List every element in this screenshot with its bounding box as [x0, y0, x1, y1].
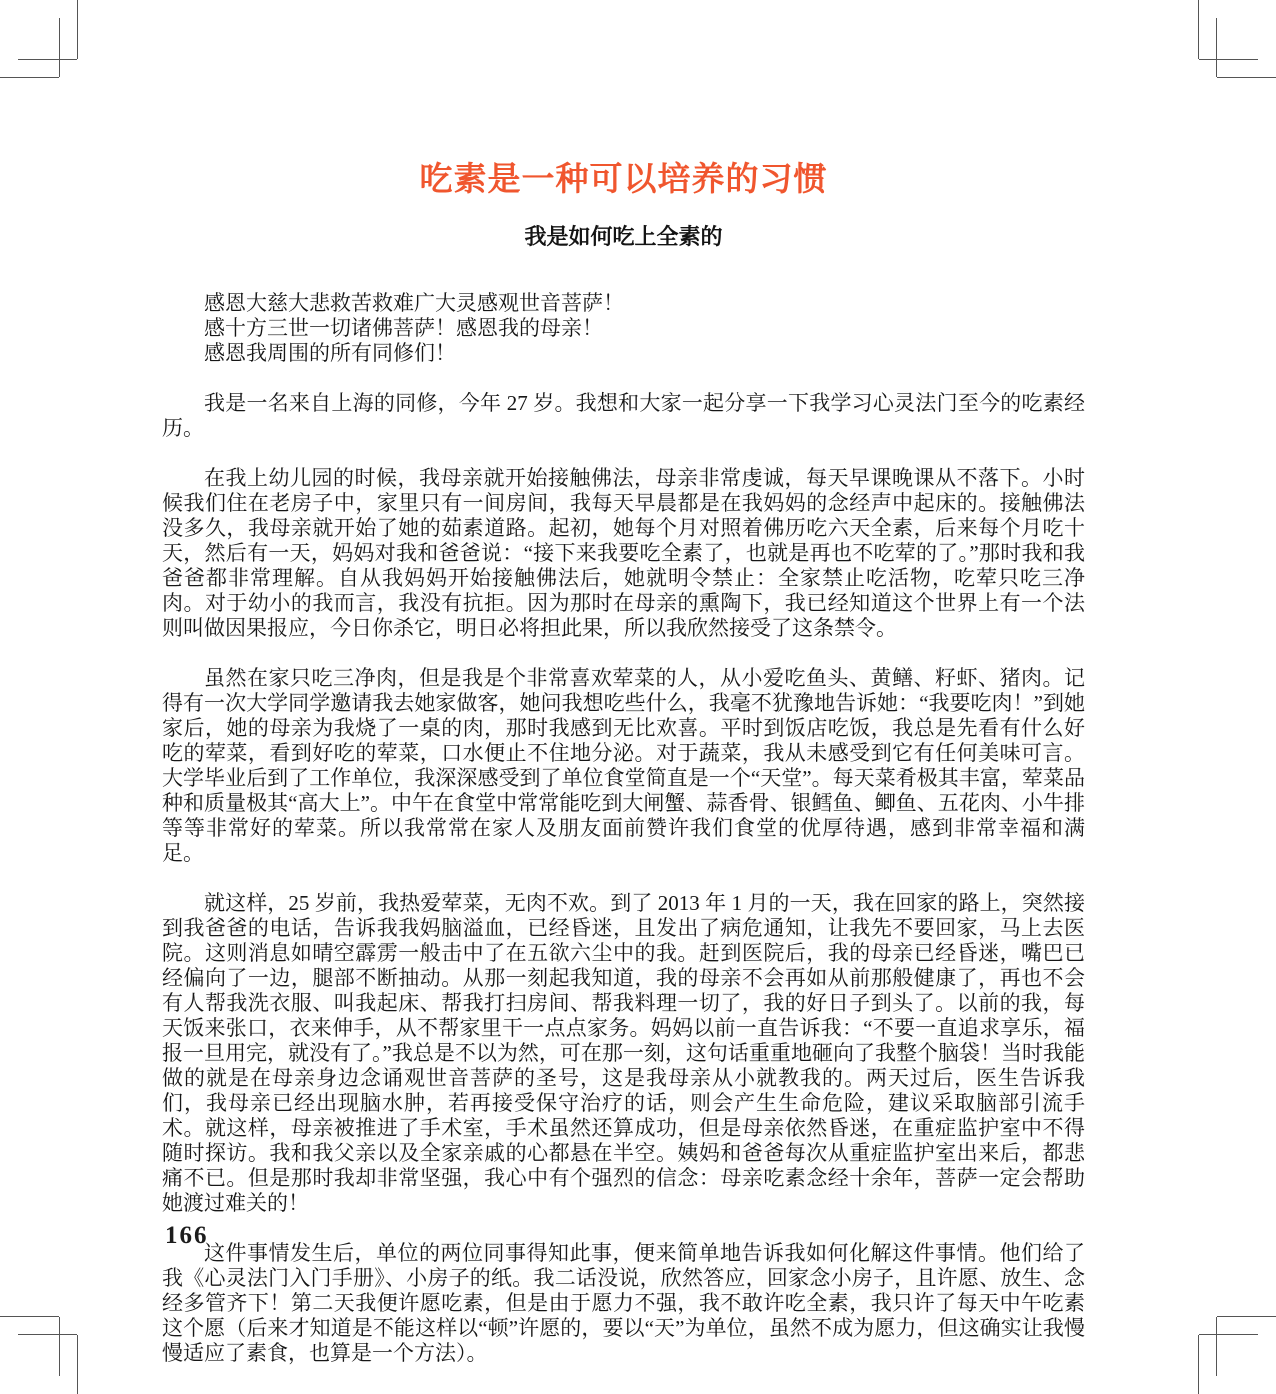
crop-mark-line	[1217, 1316, 1276, 1317]
chapter-title: 吃素是一种可以培养的习惯	[419, 160, 828, 197]
crop-mark-line	[1198, 1335, 1199, 1394]
body-paragraph: 虽然在家只吃三净肉，但是我是个非常喜欢荤菜的人，从小爱吃鱼头、黄鳝、籽虾、猪肉。记得有一次大学同学邀请我去她家做客，她问我想吃些什么，我毫不犹豫地告诉她：“我要吃肉！”到她家后，她的母亲为我烧了一桌的肉，那时我感到无比欢喜。平时到饭店吃饭，我总是先看有什么好吃的荤菜，看到好吃的荤菜，口水便止不住地分泌。对于蔬菜，我从未感受到它有任何美味可言。大学毕业后到了工作单位，我深深感受到了单位食堂简直是一个“天堂”。每天菜肴极其丰富，荤菜品种和质量极其“高大上”。中午在食堂中常常能吃到大闸蟹、蒜香骨、银鳕鱼、鲫鱼、五花肉、小牛排等等非常好的荤菜。所以我常常在家人及朋友面前赞许我们食堂的优厚待遇，感到非常幸福和满足。	[162, 666, 1085, 865]
crop-mark-line	[1199, 1334, 1258, 1335]
article-body	[162, 291, 1085, 1366]
crop-mark-line	[77, 1335, 78, 1394]
crop-mark-line	[77, 0, 78, 59]
crop-mark-line	[1198, 0, 1199, 59]
crop-mark-line	[0, 77, 59, 78]
crop-mark-line	[18, 1334, 77, 1335]
crop-mark-line	[59, 1317, 60, 1376]
body-paragraph: 就这样，25 岁前，我热爱荤菜，无肉不欢。到了 2013 年 1 月的一天，我在回家的路上，突然接到我爸爸的电话，告诉我我妈脑溢血，已经昏迷，且发出了病危通知，让我先不要回家，马上去医院。这则消息如晴空霹雳一般击中了在五欲六尘中的我。赶到医院后，我的母亲已经昏迷，嘴巴已经偏向了一边，腿部不断抽动。从那一刻起我知道，我的母亲不会再如从前那般健康了，再也不会有人帮我洗衣服、叫我起床、帮我打扫房间、帮我料理一切了，我的好日子到头了。以前的我，每天饭来张口，衣来伸手，从不帮家里干一点点家务。妈妈以前一直告诉我：“不要一直追求享乐，福报一旦用完，就没有了。”我总是不以为然，可在那一刻，这句话重重地砸向了我整个脑袋！当时我能做的就是在母亲身边念诵观世音菩萨的圣号，这是我母亲从小就教我的。两天过后，医生告诉我们，我母亲已经出现脑水肿，若再接受保守治疗的话，则会产生生命危险，建议采取脑部引流手术。就这样，母亲被推进了手术室，手术虽然还算成功，但是母亲依然昏迷，在重症监护室中不得随时探访。我和我父亲以及全家亲戚的心都悬在半空。姨妈和爸爸每次从重症监护室出来后，都悲痛不已。但是那时我却非常坚强，我心中有个强烈的信念：母亲吃素念经十余年，菩萨一定会帮助她渡过难关的！	[162, 891, 1085, 1215]
gratitude-line: 感十方三世一切诸佛菩萨！感恩我的母亲！	[204, 316, 603, 340]
page-number: 166	[165, 1222, 209, 1249]
crop-mark-line	[1217, 77, 1276, 78]
crop-mark-line	[1216, 1317, 1217, 1376]
crop-mark-line	[18, 59, 77, 60]
crop-mark-line	[1216, 18, 1217, 77]
gratitude-line: 感恩我周围的所有同修们！	[204, 341, 456, 365]
body-paragraph: 在我上幼儿园的时候，我母亲就开始接触佛法，母亲非常虔诚，每天早课晚课从不落下。小时候我们住在老房子中，家里只有一间房间，我每天早晨都是在我妈妈的念经声中起床的。接触佛法没多久，我母亲就开始了她的茹素道路。起初，她每个月对照着佛历吃六天全素，后来每个月吃十天，然后有一天，妈妈对我和爸爸说：“接下来我要吃全素了，也就是再也不吃荤的了。”那时我和我爸爸都非常理解。自从我妈妈开始接触佛法后，她就明令禁止：全家禁止吃活物，吃荤只吃三净肉。对于幼小的我而言，我没有抗拒。因为那时在母亲的熏陶下，我已经知道这个世界上有一个法则叫做因果报应，今日你杀它，明日必将担此果，所以我欣然接受了这条禁令。	[162, 466, 1085, 640]
page-content	[162, 0, 1085, 1391]
article-subtitle: 我是如何吃上全素的	[524, 224, 723, 249]
gratitude-line: 感恩大慈大悲救苦救难广大灵感观世音菩萨！	[204, 291, 624, 315]
crop-mark-line	[59, 18, 60, 77]
body-paragraph: 我是一名来自上海的同修，今年 27 岁。我想和大家一起分享一下我学习心灵法门至今的吃素经历。	[162, 391, 1085, 440]
gratitude-block	[162, 291, 1085, 366]
crop-mark-line	[0, 1316, 59, 1317]
crop-mark-line	[1199, 59, 1258, 60]
body-paragraph: 这件事情发生后，单位的两位同事得知此事，便来简单地告诉我如何化解这件事情。他们给了我《心灵法门入门手册》、小房子的纸。我二话没说，欣然答应，回家念小房子，且许愿、放生、念经多管齐下！第二天我便许愿吃素，但是由于愿力不强，我不敢许吃全素，我只许了每天中午吃素这个愿（后来才知道是不能这样以“顿”许愿的，要以“天”为单位，虽然不成为愿力，但这确实让我慢慢适应了素食，也算是一个方法）。	[162, 1241, 1085, 1365]
